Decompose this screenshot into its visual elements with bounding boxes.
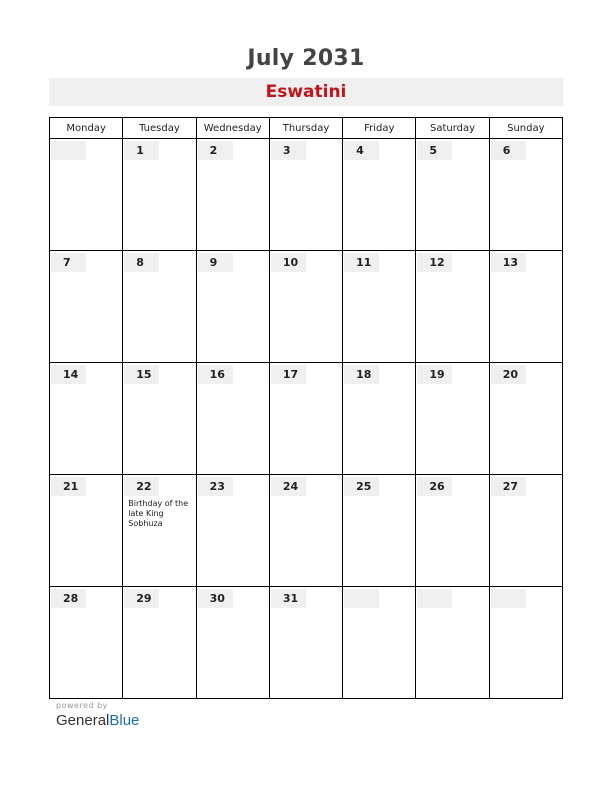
day-number: 6 <box>491 141 526 160</box>
country-banner <box>49 78 563 106</box>
day-number: 22 <box>124 477 159 496</box>
day-number <box>417 589 452 608</box>
day-number: 16 <box>198 365 233 384</box>
day-cell <box>416 139 489 251</box>
day-number: 20 <box>491 365 526 384</box>
week-row <box>50 475 563 587</box>
week-row <box>50 139 563 251</box>
day-cell <box>50 363 123 475</box>
day-cell <box>50 251 123 363</box>
day-cell <box>416 363 489 475</box>
day-number: 17 <box>271 365 306 384</box>
brand-general-text: General <box>56 712 110 729</box>
day-number: 28 <box>51 589 86 608</box>
week-row <box>50 363 563 475</box>
day-number: 13 <box>491 253 526 272</box>
holiday-event: Birthday of the late King Sobhuza <box>128 499 189 528</box>
day-cell <box>196 251 269 363</box>
calendar-grid <box>49 117 563 697</box>
day-number: 27 <box>491 477 526 496</box>
day-cell <box>50 139 123 251</box>
weekday-header: Wednesday <box>196 118 269 139</box>
weekday-header: Monday <box>50 118 123 139</box>
day-cell <box>343 139 416 251</box>
day-number: 31 <box>271 589 306 608</box>
day-number: 25 <box>344 477 379 496</box>
day-cell <box>269 363 342 475</box>
day-cell <box>123 251 196 363</box>
day-cell <box>343 251 416 363</box>
day-cell <box>489 475 562 587</box>
weekday-header-row <box>50 118 563 139</box>
day-number: 18 <box>344 365 379 384</box>
day-cell <box>269 587 342 699</box>
day-cell <box>489 251 562 363</box>
day-cell <box>416 475 489 587</box>
day-cell <box>269 251 342 363</box>
day-cell <box>343 587 416 699</box>
day-cell <box>123 587 196 699</box>
day-number: 1 <box>124 141 159 160</box>
day-cell <box>343 363 416 475</box>
calendar-title: July 2031 <box>247 46 365 71</box>
weekday-header: Friday <box>343 118 416 139</box>
day-number: 15 <box>124 365 159 384</box>
brand-blue-text: Blue <box>109 712 140 729</box>
day-number: 10 <box>271 253 306 272</box>
weekday-header: Sunday <box>489 118 562 139</box>
day-number: 2 <box>198 141 233 160</box>
day-cell <box>489 587 562 699</box>
powered-by-text: powered by <box>56 701 108 710</box>
day-number: 19 <box>417 365 452 384</box>
day-cell <box>123 363 196 475</box>
day-cell <box>269 475 342 587</box>
footer <box>56 701 139 729</box>
day-number: 12 <box>417 253 452 272</box>
day-cell <box>196 475 269 587</box>
day-number: 7 <box>51 253 86 272</box>
day-number: 4 <box>344 141 379 160</box>
day-cell <box>489 363 562 475</box>
weekday-header: Tuesday <box>123 118 196 139</box>
day-number <box>344 589 379 608</box>
day-cell <box>416 587 489 699</box>
day-cell <box>343 475 416 587</box>
day-number: 8 <box>124 253 159 272</box>
brand-logo[interactable] <box>56 712 139 729</box>
day-number: 14 <box>51 365 86 384</box>
day-number: 26 <box>417 477 452 496</box>
day-number: 29 <box>124 589 159 608</box>
day-cell <box>196 363 269 475</box>
day-cell <box>489 139 562 251</box>
day-cell <box>196 139 269 251</box>
day-number <box>51 141 86 160</box>
day-cell <box>416 251 489 363</box>
day-cell <box>50 475 123 587</box>
day-cell <box>196 587 269 699</box>
day-number: 23 <box>198 477 233 496</box>
day-number: 5 <box>417 141 452 160</box>
day-number: 30 <box>198 589 233 608</box>
week-row <box>50 587 563 699</box>
week-row <box>50 251 563 363</box>
day-cell <box>50 587 123 699</box>
day-number: 9 <box>198 253 233 272</box>
day-cell <box>123 475 196 587</box>
day-number: 21 <box>51 477 86 496</box>
weekday-header: Thursday <box>269 118 342 139</box>
day-number: 3 <box>271 141 306 160</box>
day-number <box>491 589 526 608</box>
day-cell <box>269 139 342 251</box>
day-number: 11 <box>344 253 379 272</box>
weekday-header: Saturday <box>416 118 489 139</box>
calendar-table <box>49 117 563 699</box>
day-number: 24 <box>271 477 306 496</box>
day-cell <box>123 139 196 251</box>
country-name: Eswatini <box>265 82 347 102</box>
